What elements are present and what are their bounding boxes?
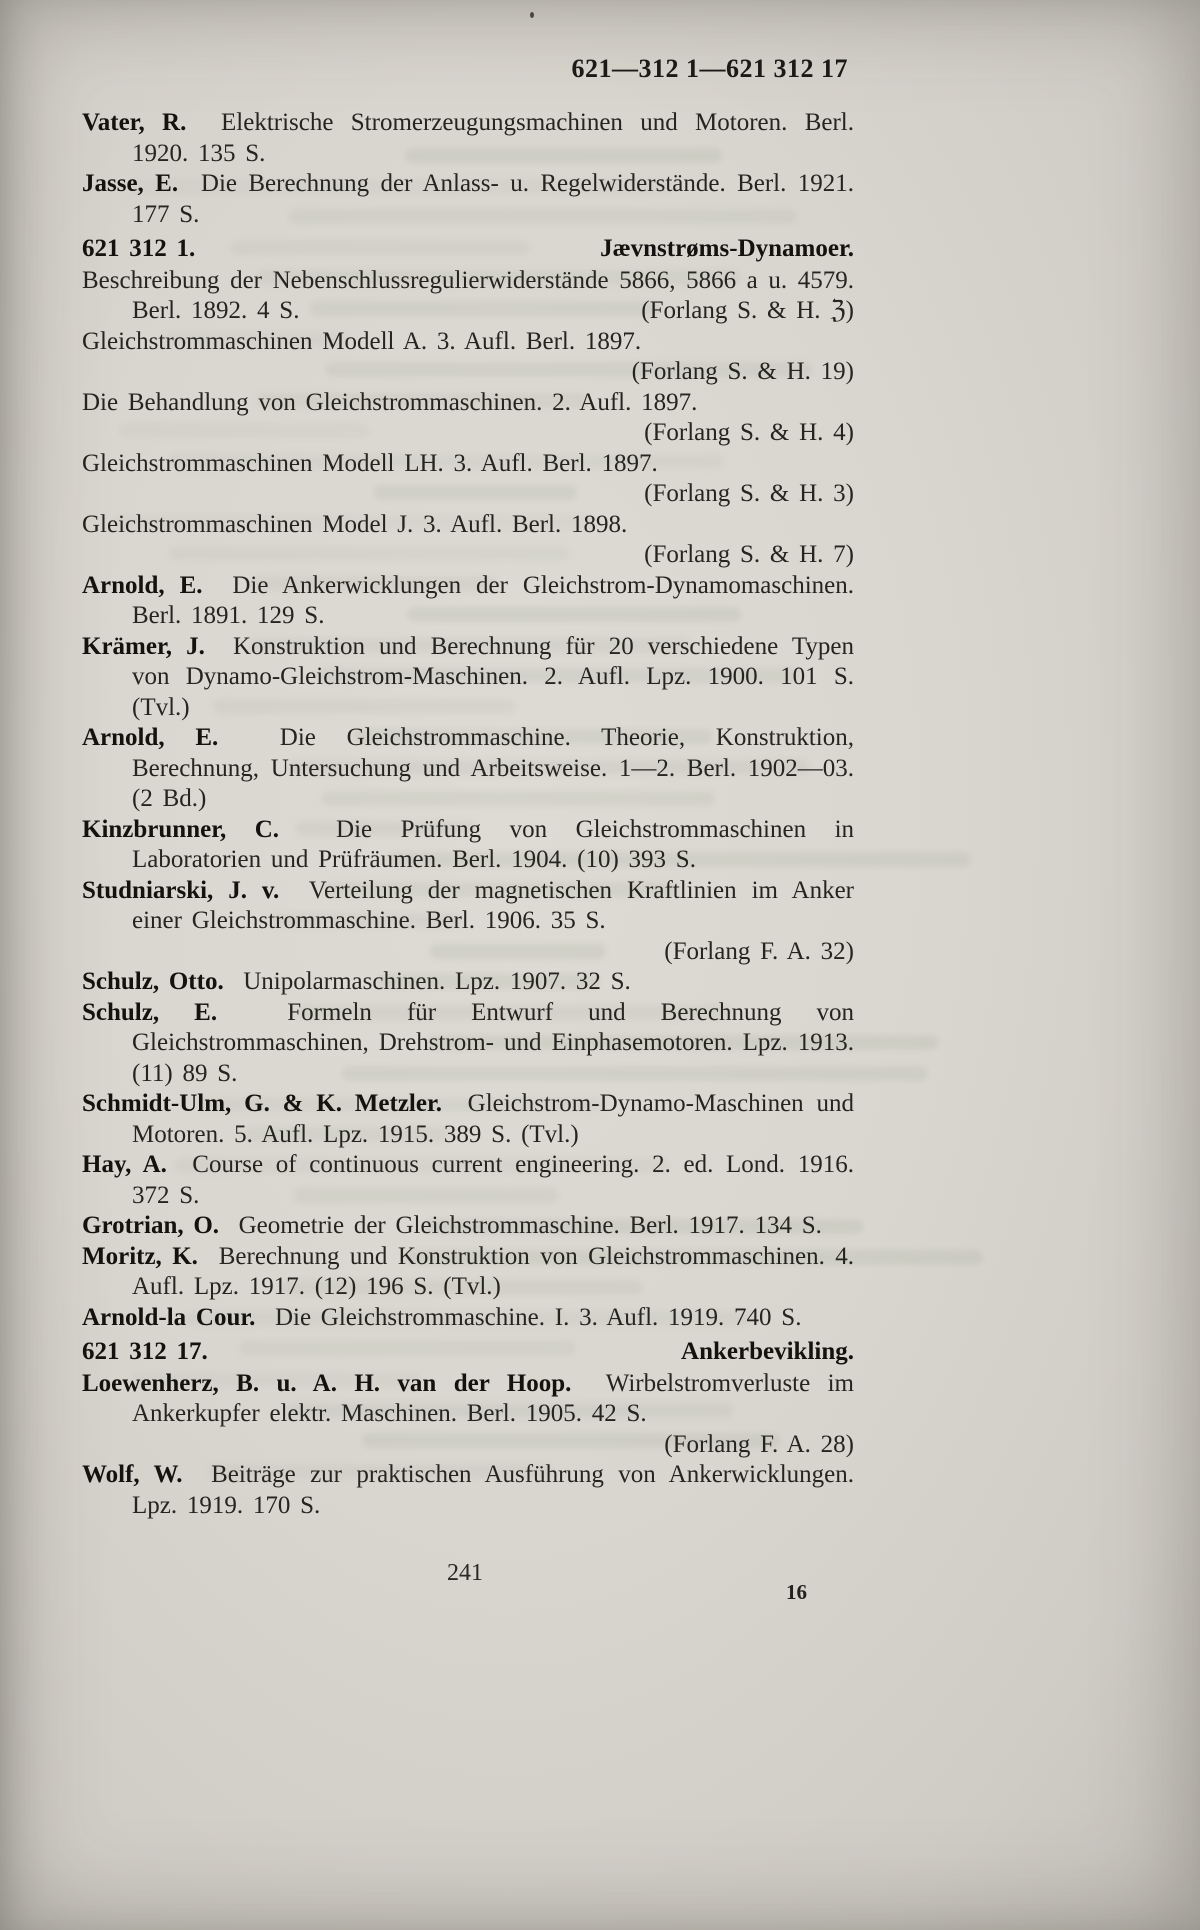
entry-body: Arnold-la Cour. Die Gleichstrommaschine. I. 3. Aufl. 1919. 740 S. <box>82 1303 802 1331</box>
text-column <box>82 108 854 1521</box>
entry-author: Krämer, J. <box>82 632 205 660</box>
entry-body: Kinzbrunner, C. Die Prüfung von Gleichstrommaschinen in Laboratorien und Prüfräumen. Berl. 1904. (10) 393 S. <box>82 815 855 873</box>
entry <box>82 1242 854 1303</box>
entry-body: Jasse, E. Die Berechnung der Anlass- u. Regelwiderstände. Berl. 1921. 177 S. <box>82 170 855 228</box>
entry-author: Hay, A. <box>82 1151 167 1178</box>
entry-note: (Forlang S. & H. 19) <box>631 358 854 385</box>
entry-author: Moritz, K. <box>82 1242 198 1270</box>
entry <box>82 327 854 388</box>
entry-body: Vater, R. Elektrische Stromerzeugungsmachinen und Motoren. Berl. 1920. 135 S. <box>82 109 855 167</box>
entry <box>82 1369 854 1461</box>
entry-author: Vater, R. <box>82 109 187 136</box>
section-heading <box>82 234 854 265</box>
entry-note: (Forlang S. & H. 7) <box>644 541 854 568</box>
entry-author: Arnold-la Cour. <box>82 1303 256 1331</box>
entry <box>82 169 854 230</box>
entry-note: (Forlang F. A. 28) <box>664 1430 854 1458</box>
entry-body: Gleichstrommaschinen Model J. 3. Aufl. Berl. 1898. <box>82 510 628 538</box>
entry <box>82 449 854 510</box>
entry-author: Schulz, Otto. <box>82 968 224 995</box>
entry <box>82 967 854 998</box>
entry <box>82 108 854 169</box>
entry-note: (Forlang F. A. 32) <box>664 937 854 965</box>
entry-author: Loewenherz, B. u. A. H. van der Hoop. <box>82 1369 572 1397</box>
entry <box>82 998 854 1090</box>
entry <box>82 1303 854 1334</box>
section-heading <box>82 1337 854 1368</box>
section-number: 621 312 1. <box>82 235 196 262</box>
entry <box>82 723 854 815</box>
entry-body: Loewenherz, B. u. A. H. van der Hoop. Wirbelstromverluste im Ankerkupfer elektr. Maschinen. Berl. 1905. 42 S. <box>82 1369 854 1427</box>
entry-author: Studniarski, J. v. <box>82 876 280 904</box>
entry-author: Kinzbrunner, C. <box>82 815 280 843</box>
entry <box>82 632 854 724</box>
entry <box>82 1150 854 1211</box>
entry <box>82 510 854 571</box>
entry-body: Grotrian, O. Geometrie der Gleichstrommaschine. Berl. 1917. 134 S. <box>82 1212 822 1239</box>
entry-body: Gleichstrommaschinen Modell LH. 3. Aufl. Berl. 1897. <box>82 449 658 477</box>
entry-author: Jasse, E. <box>82 170 179 197</box>
section-title: Jævnstrøms-Dynamoer. <box>600 235 854 262</box>
entry-body: Hay, A. Course of continuous current engineering. 2. ed. Lond. 1916. 372 S. <box>82 1151 854 1209</box>
printer-sheet-number: 16 <box>786 1580 807 1604</box>
entry <box>82 266 854 327</box>
entry <box>82 815 854 876</box>
entry <box>82 1089 854 1150</box>
entry-body: Studniarski, J. v. Verteilung der magnetischen Kraftlinien im Anker einer Gleichstrommaschine. Berl. 1906. 35 S. <box>82 876 854 934</box>
entry-body: Arnold, E. Die Gleichstrommaschine. Theorie, Konstruktion, Berechnung, Untersuchung und Arbeitsweise. 1—2. Berl. 1902—03. (2 Bd.) <box>82 724 854 812</box>
page-header-classmark: 621—312 1—621 312 17 <box>571 54 848 83</box>
entry <box>82 1211 854 1242</box>
entry <box>82 388 854 449</box>
entry-author: Schulz, E. <box>82 998 218 1026</box>
entry <box>82 1460 854 1521</box>
entry-note: (Forlang S. & H. 4) <box>644 419 854 446</box>
entry-author: Grotrian, O. <box>82 1212 220 1239</box>
entry <box>82 571 854 632</box>
entry-body: Wolf, W. Beiträge zur praktischen Ausführung von Ankerwicklungen. Lpz. 1919. 170 S. <box>82 1461 855 1519</box>
entry-body: Die Behandlung von Gleichstrommaschinen. 2. Aufl. 1897. <box>82 388 698 416</box>
entry-body: Moritz, K. Berechnung und Konstruktion von Gleichstrommaschinen. 4. Aufl. Lpz. 1917. (12) 196 S. (Tvl.) <box>82 1242 854 1300</box>
section-title: Ankerbevikling. <box>681 1338 854 1365</box>
entry-author: Schmidt-Ulm, G. & K. Metzler. <box>82 1090 443 1117</box>
entry-body: Schulz, Otto. Unipolarmaschinen. Lpz. 1907. 32 S. <box>82 968 631 995</box>
entry-note: (Forlang S. & H. ℨ) <box>641 297 854 324</box>
entry-body: Arnold, E. Die Ankerwicklungen der Gleichstrom-Dynamomaschinen. Berl. 1891. 129 S. <box>82 571 854 629</box>
entry-author: Wolf, W. <box>82 1461 183 1488</box>
entry-body: Schulz, E. Formeln für Entwurf und Berechnung von Gleichstrommaschinen, Drehstrom- und Einphasemotoren. Lpz. 1913. (11) 89 S. <box>82 998 855 1087</box>
entry-author: Arnold, E. <box>82 724 219 751</box>
entry-body: Schmidt-Ulm, G. & K. Metzler. Gleichstrom-Dynamo-Maschinen und Motoren. 5. Aufl. Lpz. 1915. 389 S. (Tvl.) <box>82 1090 854 1148</box>
entry-body: Gleichstrommaschinen Modell A. 3. Aufl. Berl. 1897. <box>82 327 642 355</box>
page-number: 241 <box>447 1560 483 1586</box>
scan-speck <box>530 12 534 18</box>
entry-body: Beschreibung der Nebenschlussregulierwiderstände 5866, 5866 a u. 4579. Berl. 1892. 4 S. (Forlang S. & H. ℨ) <box>82 266 854 327</box>
entry-note: (Forlang S. & H. 3) <box>644 480 854 507</box>
entry-body: Krämer, J. Konstruktion und Berechnung für 20 verschiedene Typen von Dynamo-Gleichstrom-Maschinen. 2. Aufl. Lpz. 1900. 101 S. (Tvl.) <box>82 632 854 721</box>
entry-author: Arnold, E. <box>82 571 203 599</box>
section-number: 621 312 17. <box>82 1338 208 1365</box>
entry <box>82 876 854 968</box>
